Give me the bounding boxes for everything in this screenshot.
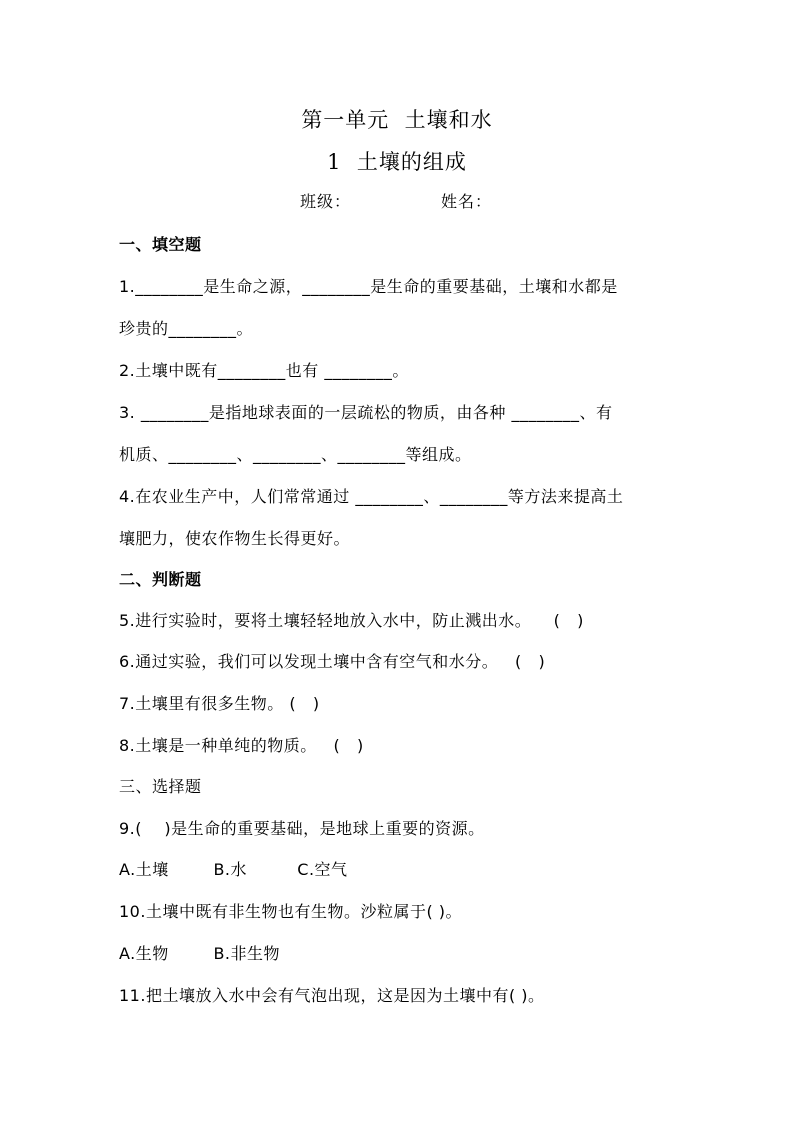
question-8: 8.土壤是一种单纯的物质。 ( ) [119, 736, 364, 755]
question-1-line-2: 珍贵的________。 [119, 319, 254, 338]
question-10-options: A.生物 B.非生物 [119, 944, 281, 963]
question-5: 5.进行实验时，要将土壤轻轻地放入水中，防止溅出水。 ( ) [119, 611, 584, 630]
question-6: 6.通过实验，我们可以发现土壤中含有空气和水分。 ( ) [119, 652, 546, 671]
section-heading-multiple-choice: 三、选择题 [119, 777, 202, 796]
question-11: 11.把土壤放入水中会有气泡出现，这是因为土壤中有( )。 [119, 986, 545, 1005]
question-7: 7.土壤里有很多生物。 ( ) [119, 694, 320, 713]
question-1-line-1: 1.________是生命之源，________是生命的重要基础，土壤和水都是 [119, 277, 618, 296]
class-label: 班级： [300, 192, 352, 211]
unit-title: 第一单元 土壤和水 [301, 108, 493, 132]
question-3-line-2: 机质、________、________、________等组成。 [119, 445, 472, 464]
lesson-title: 1 土壤的组成 [327, 150, 467, 174]
question-2: 2.土壤中既有________也有 ________。 [119, 361, 409, 380]
question-3-line-1: 3. ________是指地球表面的一层疏松的物质，由各种 ________、有 [119, 403, 613, 422]
section-heading-true-false: 二、判断题 [119, 570, 202, 589]
question-10: 10.土壤中既有非生物也有生物。沙粒属于( )。 [119, 902, 463, 921]
section-heading-fill-in: 一、填空题 [119, 235, 202, 254]
name-label: 姓名： [441, 192, 493, 211]
question-9-options: A.土壤 B.水 C.空气 [119, 860, 348, 879]
question-9: 9.( )是生命的重要基础，是地球上重要的资源。 [119, 819, 485, 838]
question-4-line-1: 4.在农业生产中，人们常常通过 ________、________等方法来提高土 [119, 487, 624, 506]
question-4-line-2: 壤肥力，使农作物生长得更好。 [119, 529, 351, 548]
